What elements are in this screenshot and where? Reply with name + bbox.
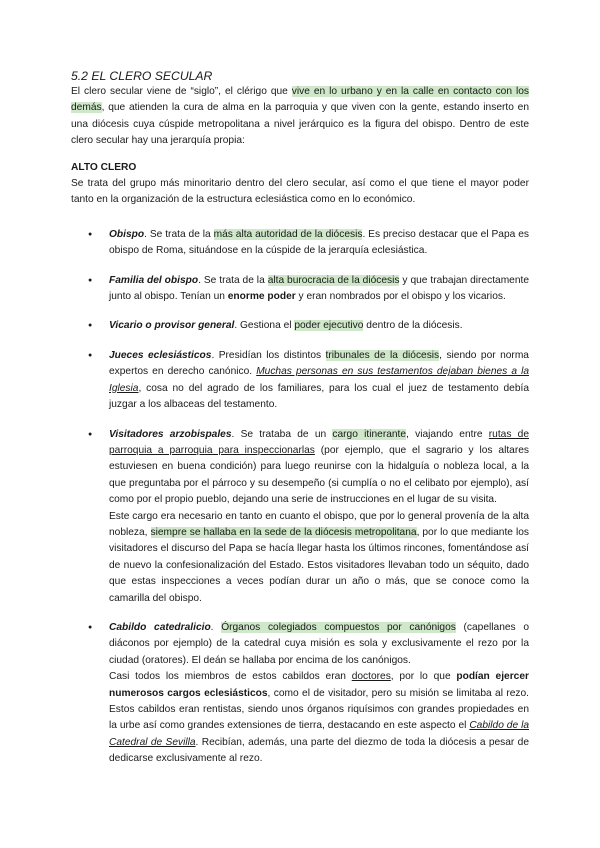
- underlined-text: rutas de parroquia a parroquia para inspeccionarlas: [109, 428, 530, 456]
- highlight: más alta autoridad de la diócesis: [213, 228, 363, 240]
- text-run: , siendo por norma expertos en derecho canónico.: [109, 349, 529, 378]
- highlight: vive en lo urbano y en la calle en contacto con los demás: [71, 86, 529, 114]
- text-run: y eran nombrados por el obispo y los vicarios.: [295, 291, 506, 303]
- text-run: Casi todos los miembros de estos cabildos eran: [109, 671, 352, 683]
- text-run: . Recibían, además, una parte del diezmo de toda la diócesis a pesar de dedicarse exclusivamente al rezo.: [109, 736, 529, 765]
- list-item-visitadores: [71, 427, 529, 607]
- text-run: , por lo que mediante los visitadores el discurso del Papa se hacía llegar hasta los últimos rincones, fomentándose así de nuevo la confesionalización del Estado. Estos visitadores llevaban todo un séquito, dado que estas inspecciones a veces podían durar un año o más, que se conoce como la camarilla del obispo.: [109, 526, 529, 604]
- list-item-vicario: [71, 318, 529, 334]
- bold-text: podían ejercer numerosos cargos eclesiásticos: [109, 671, 529, 699]
- text-run: . Gestiona el: [234, 320, 295, 332]
- hierarchy-list: [71, 227, 529, 768]
- document-page: [71, 68, 529, 768]
- text-run: , por lo que: [390, 671, 457, 683]
- intro-paragraph: [71, 84, 529, 150]
- bold-text: enorme poder: [227, 291, 296, 303]
- text-run: , como el de visitador, pero su misión se limitaba al rezo. Estos cabildos eran rentistas, siendo unos órganos riquísimos con grandes propiedades en la urbe así como grandes extensiones de tierra, destacando en este aspecto el: [109, 687, 529, 732]
- alto-clero-description: Se trata del grupo más minoritario dentro del clero secular, así como el que tiene el mayor poder tanto en la organización de la estructura eclesiástica como en lo económico.: [71, 178, 529, 206]
- text-run: y que trabajan directamente junto al obispo. Tenían un: [109, 274, 530, 303]
- italic-underline-text: Muchas personas en sus testamentos dejaban bienes a la Iglesia: [109, 366, 530, 394]
- text-run: (capellanes o diáconos por ejemplo) de la catedral cuya misión es sola y exclusivamente el rezo por la ciudad (oratores). El deán se hallaba por encima de los canónigos.: [109, 621, 529, 666]
- text-run: Este cargo era necesario en tanto en cuanto el obispo, que por lo general provenía de la alta nobleza,: [109, 510, 529, 538]
- italic-underline-text: Cabildo de la Catedral de Sevilla: [109, 720, 529, 748]
- term: Visitadores arzobispales: [109, 428, 232, 440]
- text-run: El clero secular viene de “siglo”, el clérigo que: [71, 86, 292, 97]
- text-run: . Es preciso destacar que el Papa es obispo de Roma, situándose en la cúspide de la jerarquía eclesiástica.: [109, 228, 529, 257]
- highlight: poder ejecutivo: [294, 320, 364, 332]
- term: Cabildo catedralicio: [109, 621, 211, 633]
- text-run: . Se trata de la: [198, 274, 268, 286]
- section-title: 5.2 EL CLERO SECULAR: [71, 69, 213, 83]
- highlight: siempre se hallaba en la sede de la diócesis metropolitana: [150, 526, 417, 538]
- text-run: . Se trataba de un: [231, 428, 333, 440]
- highlight: Órganos colegiados compuestos por canónigos: [221, 621, 456, 633]
- alto-clero-heading: ALTO CLERO: [71, 161, 137, 173]
- text-run: (por ejemplo, que el sagrario y los altares estuviesen en buena condición) para luego reunirse con la hidalguía o nobleza local, a la que preguntaba por el párroco y su desempeño (si cumplía o no el celibato por ejemplo), así como por el propio pueblo, dejando una serie de instrucciones en el lugar de su visita.: [109, 444, 529, 506]
- text-run: , que atienden la cura de alma en la parroquia y que viven con la gente, estando inserto en una diócesis cuya cúspide metropolitana a nivel jerárquico es la figura del obispo. Dentro de este clero secular hay una jerarquía propia:: [71, 102, 529, 147]
- text-run: . Presidían los distintos: [211, 349, 326, 361]
- list-item-jueces: [71, 348, 529, 414]
- term: Obispo: [109, 228, 145, 240]
- list-item-obispo: [71, 227, 529, 260]
- highlight: cargo itinerante: [332, 428, 407, 440]
- text-run: .: [210, 621, 222, 633]
- highlight: tribunales de la diócesis: [325, 349, 440, 361]
- text-run: . Se trata de la: [144, 228, 214, 240]
- highlight: alta burocracia de la diócesis: [267, 274, 400, 286]
- term: Vicario o provisor general: [109, 320, 235, 332]
- term: Jueces eclesiásticos: [109, 349, 212, 361]
- term: Familia del obispo: [109, 274, 199, 286]
- list-item-familia-obispo: [71, 273, 529, 306]
- text-run: , cosa no del agrado de los familiares, para los cual el juez de testamento debía juzgar a los albaceas del testamento.: [109, 382, 529, 411]
- list-item-cabildo: [71, 620, 529, 768]
- underlined-text: doctores: [351, 671, 391, 683]
- text-run: dentro de la diócesis.: [363, 320, 463, 332]
- text-run: , viajando entre: [406, 428, 489, 440]
